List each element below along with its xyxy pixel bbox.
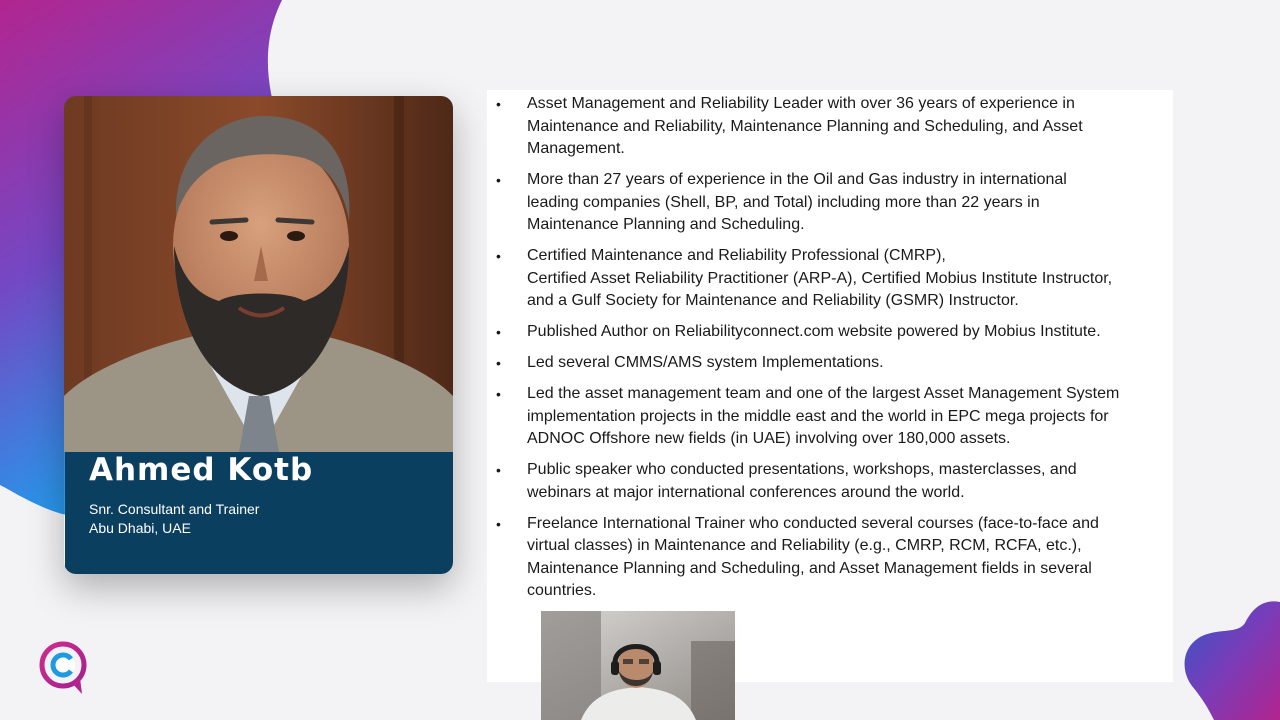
bio-line-text: Led several CMMS/AMS system Implementations. [527, 354, 884, 371]
bullet-dot-icon: • [496, 96, 501, 112]
bullet-dot-icon: • [496, 324, 501, 340]
bio-bullet-item [493, 513, 1168, 603]
name-band [65, 452, 453, 574]
bio-line-text: Led the asset management team and one of the largest Asset Management System [527, 385, 1120, 402]
bio-bullet-item [493, 169, 1168, 237]
person-role: Snr. Consultant and Trainer [89, 501, 260, 517]
bullet-dot-icon: • [496, 172, 501, 188]
bio-line-text: and a Gulf Society for Maintenance and Reliability (GSMR) Instructor. [527, 292, 1019, 309]
bullet-dot-icon: • [496, 515, 501, 532]
bio-bullet-item [493, 383, 1168, 451]
bullet-dot-icon: • [496, 386, 501, 402]
bio-line-text: implementation projects in the middle east and the world in EPC mega projects for [527, 407, 1109, 425]
bio-list [493, 93, 1168, 611]
bio-line-text: Freelance International Trainer who conducted several courses (face-to-face and [527, 514, 1099, 532]
bio-bullet-item [493, 352, 1168, 375]
bullet-dot-icon: • [496, 462, 501, 478]
bio-line-text: Certified Asset Reliability Practitioner (ARP-A), Certified Mobius Institute Instructor, [527, 269, 1113, 287]
bio-line-text: ADNOC Offshore new fields (in UAE) involving over 180,000 assets. [527, 430, 1011, 447]
chat-bubble-logo-icon [38, 640, 90, 696]
bio-line-text: Maintenance and Reliability, Maintenance Planning and Scheduling, and Asset [527, 117, 1083, 135]
bio-line-text: Published Author on Reliabilityconnect.com website powered by Mobius Institute. [527, 323, 1101, 340]
bio-line-text: virtual classes) in Maintenance and Reliability (e.g., CMRP, RCM, RCFA, etc.), [527, 537, 1082, 554]
bio-line-text: countries. [527, 582, 597, 599]
bullet-dot-icon: • [496, 355, 501, 371]
bio-bullet-item [493, 245, 1168, 313]
profile-card [64, 96, 453, 574]
bio-bullet-item [493, 321, 1168, 344]
bio-line-text: Management. [527, 140, 625, 157]
bio-line-text: Public speaker who conducted presentations, workshops, masterclasses, and [527, 461, 1077, 478]
bio-bullet-item [493, 459, 1168, 504]
person-location: Abu Dhabi, UAE [89, 520, 191, 536]
presenter-video-icon [541, 611, 735, 720]
bio-line-text: leading companies (Shell, BP, and Total) including more than 22 years in [527, 193, 1040, 211]
bio-line-text: More than 27 years of experience in the Oil and Gas industry in international [527, 171, 1067, 188]
decorative-blob-shape [1180, 598, 1280, 720]
bio-bullet-item [493, 93, 1168, 161]
bio-line-text: Certified Maintenance and Reliability Professional (CMRP), [527, 247, 946, 264]
profile-photo [64, 96, 453, 452]
bullet-dot-icon: • [496, 248, 501, 264]
webcam-video-thumbnail[interactable] [541, 611, 735, 720]
bio-line-text: Maintenance Planning and Scheduling, and Asset Management fields in several [527, 559, 1092, 577]
person-name: Ahmed Kotb [89, 452, 314, 488]
bio-line-text: webinars at major international conferences around the world. [527, 483, 965, 501]
bio-line-text: Asset Management and Reliability Leader with over 36 years of experience in [527, 95, 1075, 112]
bio-line-text: Maintenance Planning and Scheduling. [527, 216, 805, 233]
